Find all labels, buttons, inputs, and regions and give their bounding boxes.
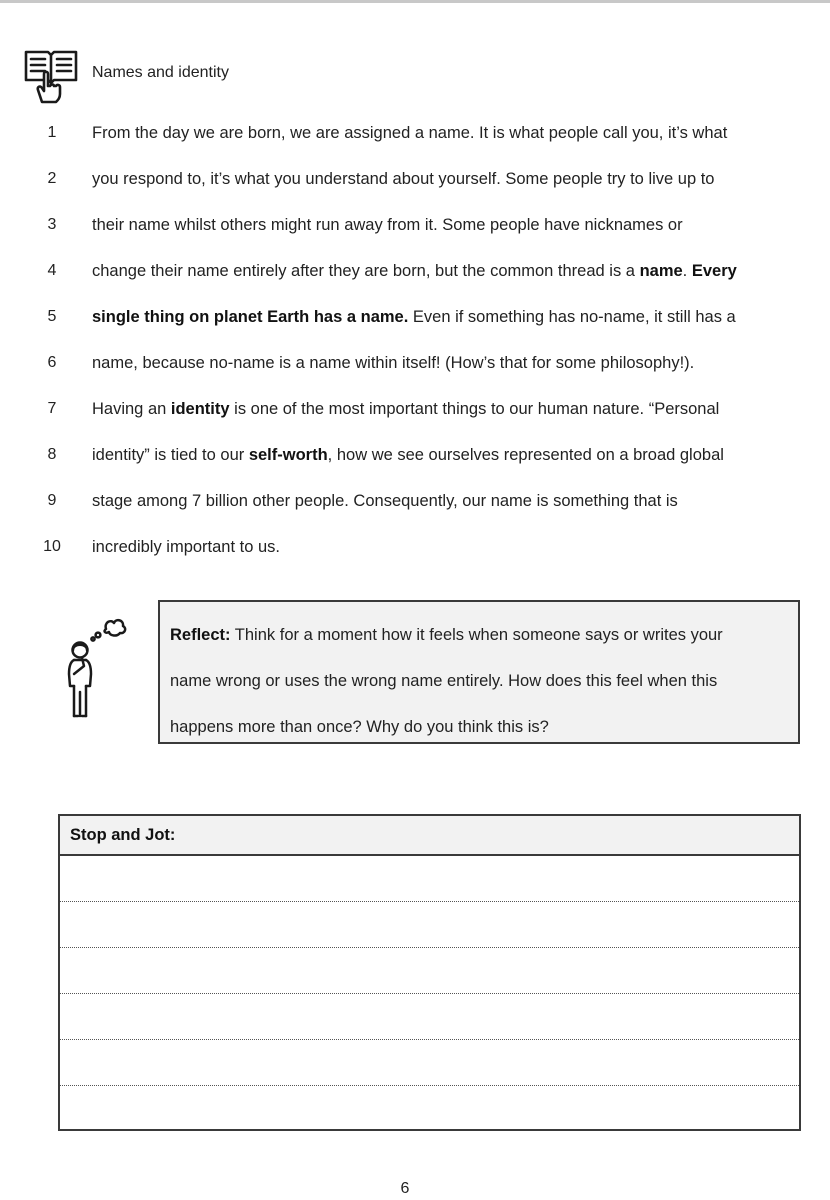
passage-line — [92, 262, 737, 281]
passage-line — [92, 124, 727, 143]
book-reading-icon — [22, 44, 80, 104]
page-number: 6 — [400, 1180, 410, 1197]
top-border — [0, 0, 830, 3]
passage-line — [92, 400, 719, 419]
passage-line — [92, 446, 724, 465]
text-segment: identity” is tied to our — [92, 446, 249, 464]
text-segment: Even if something has no-name, it still has a — [408, 308, 736, 326]
passage-line — [92, 308, 736, 327]
reflect-label: Reflect: — [170, 626, 231, 644]
thinking-person-icon — [62, 616, 128, 722]
reflect-box — [158, 600, 800, 744]
section-title: Names and identity — [92, 64, 229, 81]
line-number: 6 — [47, 354, 57, 371]
dotted-writing-line — [60, 1039, 799, 1040]
line-number: 5 — [47, 308, 57, 325]
passage-line — [92, 170, 715, 189]
bold-term: name — [639, 262, 683, 280]
line-number: 4 — [47, 262, 57, 279]
bold-term: Every — [691, 262, 737, 280]
line-number: 1 — [47, 124, 57, 141]
line-number: 8 — [47, 446, 57, 463]
reflect-text-line-1: Reflect: Think for a moment how it feels when someone says or writes your — [170, 626, 723, 644]
dotted-writing-line — [60, 901, 799, 902]
passage-line — [92, 492, 678, 511]
reflect-text-line-2: name wrong or uses the wrong name entirely. How does this feel when this — [170, 672, 718, 690]
reflect-text-line-3: happens more than once? Why do you think this is? — [170, 718, 549, 736]
text-segment: , how we see ourselves represented on a broad global — [327, 446, 724, 464]
stop-and-jot-title: Stop and Jot: — [70, 826, 176, 844]
text-segment: name, because no-name is a name within itself! (How’s that for some philosophy!). — [92, 354, 695, 372]
line-number: 2 — [47, 170, 57, 187]
text-segment: From the day we are born, we are assigned a name. It is what people call you, it’s what — [92, 124, 728, 142]
text-segment: change their name entirely after they are born, but the common thread is a — [92, 262, 640, 280]
passage-line — [92, 538, 280, 557]
bold-term: identity — [170, 400, 230, 418]
passage-line — [92, 354, 694, 373]
dotted-writing-line — [60, 1085, 799, 1086]
bold-term: single thing on planet Earth has a name. — [92, 308, 409, 326]
stop-and-jot-box — [58, 814, 801, 1131]
stop-and-jot-header — [60, 816, 799, 856]
text-segment: incredibly important to us. — [92, 538, 281, 556]
text-segment: is one of the most important things to our human nature. “Personal — [229, 400, 720, 418]
text-segment: their name whilst others might run away from it. Some people have nicknames or — [92, 216, 683, 234]
passage-line — [92, 216, 683, 235]
text-segment: stage among 7 billion other people. Consequently, our name is something that is — [92, 492, 678, 510]
line-number: 3 — [47, 216, 57, 233]
dotted-writing-line — [60, 947, 799, 948]
dotted-writing-line — [60, 993, 799, 994]
text-segment: Having an — [92, 400, 171, 418]
bold-term: self-worth — [248, 446, 328, 464]
line-number: 7 — [47, 400, 57, 417]
line-number: 10 — [43, 538, 61, 555]
line-number: 9 — [47, 492, 57, 509]
text-segment: . — [682, 262, 692, 280]
text-segment: you respond to, it’s what you understand about yourself. Some people try to live up to — [92, 170, 715, 188]
